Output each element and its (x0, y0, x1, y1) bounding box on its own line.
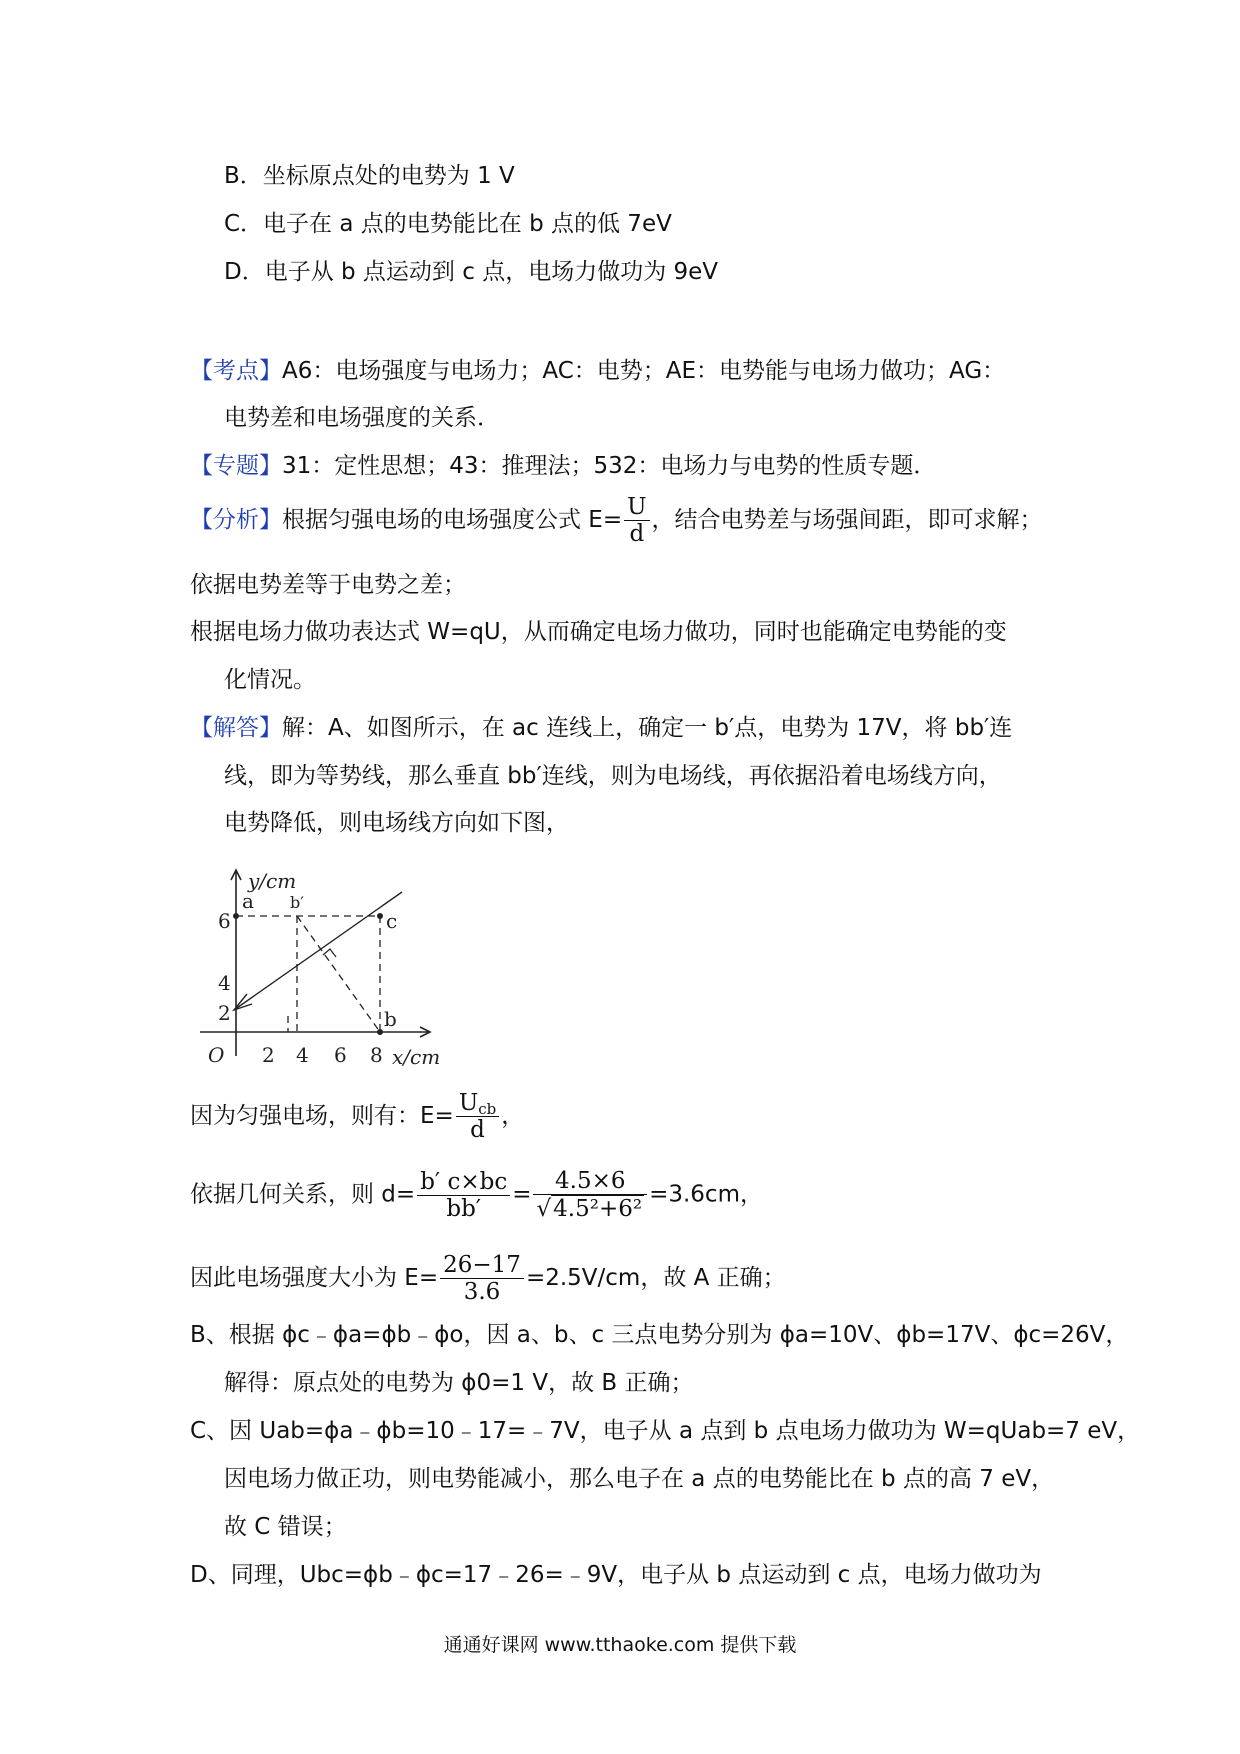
calc1-pre: 因为匀强电场，则有：E= (190, 1103, 454, 1129)
jieda-line2: 线，即为等势线，那么垂直 bb′连线，则为电场线，再依据沿着电场线方向， (224, 763, 1002, 789)
calc2a-numerator: b′ c×bc (417, 1169, 510, 1196)
calc2-mid: = (512, 1181, 532, 1208)
part-c-line1: C、因 Uab=ϕa﹣ϕb=10﹣17=﹣7V，电子从 a 点到 b 点电场力做功为 W=qUab=7 eV， (190, 1418, 1141, 1444)
y-tick-6: 6 (218, 909, 231, 933)
x-tick-2: 2 (262, 1043, 275, 1066)
point-c-dot (377, 913, 383, 919)
jieda-tag: 【解答】 (190, 715, 282, 741)
calc3-denominator: 3.6 (463, 1279, 501, 1305)
x-tick-6: 6 (334, 1043, 347, 1066)
calc-line3 (190, 1252, 786, 1305)
y-axis-label: y/cm (248, 869, 297, 893)
jieda-line3: 电势降低，则电场线方向如下图， (224, 810, 569, 836)
calc1-numerator (456, 1090, 499, 1117)
calc-line1 (190, 1090, 524, 1143)
option-d: D．电子从 b 点运动到 c 点，电场力做功为 9eV (224, 259, 719, 285)
calc2b-denominator: √4.5²+6² (536, 1196, 643, 1222)
x-tick-4: 4 (296, 1043, 309, 1066)
kaodian-line1 (190, 356, 1005, 386)
fenxi-line3: 根据电场力做功表达式 W=qU，从而确定电场力做功，同时也能确定电势能的变 (190, 619, 1007, 645)
fenxi-fraction (624, 494, 649, 547)
jieda-line1 (190, 713, 1012, 743)
label-b-prime: b′ (290, 893, 304, 912)
kaodian-line2: 电势差和电场强度的关系． (224, 405, 500, 431)
label-a: a (242, 889, 254, 913)
calc2b-numerator: 4.5×6 (533, 1168, 647, 1195)
kaodian-text: A6：电场强度与电场力；AC：电势；AE：电势能与电场力做功；AG： (282, 358, 1006, 384)
label-b: b (384, 1007, 397, 1031)
calc1-num-main: U (458, 1090, 479, 1116)
calc2b-radicand: 4.5²+6² (553, 1196, 643, 1222)
part-b-line1: B、根据 ϕc﹣ϕa=ϕb﹣ϕo，因 a、b、c 三点电势分别为 ϕa=10V、ϕb=17V、ϕc=26V， (190, 1322, 1129, 1348)
fraction-denominator: d (629, 521, 645, 547)
part-d-line1: D、同理，Ubc=ϕb﹣ϕc=17﹣26=﹣9V，电子从 b 点运动到 c 点，电场力做功为 (190, 1562, 1042, 1588)
part-c-line2: 因电场力做正功，则电势能减小，那么电子在 a 点的电势能比在 b 点的高 7 eV， (224, 1466, 1055, 1492)
point-b-dot (377, 1029, 383, 1035)
fenxi-pre: 根据匀强电场的电场强度公式 E= (282, 507, 623, 533)
calc2-fraction-a (417, 1169, 510, 1222)
field-line (234, 892, 402, 1010)
calc2a-denominator: bb′ (446, 1195, 482, 1222)
y-tick-2: 2 (218, 1001, 231, 1025)
field-diagram (196, 866, 446, 1066)
option-c: C．电子在 a 点的电势能比在 b 点的低 7eV (224, 211, 672, 237)
x-tick-8: 8 (370, 1043, 383, 1066)
calc2-post: =3.6cm， (649, 1181, 763, 1208)
calc3-fraction (440, 1252, 524, 1305)
calc-line2 (190, 1168, 763, 1222)
part-c-line3: 故 C 错误； (224, 1514, 347, 1540)
zhuanti-tag: 【专题】 (190, 453, 282, 479)
page-footer: 通通好课网 www.tthaoke.com 提供下载 (443, 1634, 797, 1656)
calc3-post: =2.5V/cm，故 A 正确； (525, 1265, 786, 1291)
x-axis-label: x/cm (392, 1045, 441, 1066)
calc1-fraction (456, 1090, 499, 1143)
option-b: B．坐标原点处的电势为 1 V (224, 163, 515, 189)
fenxi-line4: 化情况。 (224, 667, 316, 693)
calc1-post: ， (501, 1103, 525, 1129)
fenxi-line1 (190, 494, 1043, 547)
zhuanti-line (190, 451, 936, 481)
calc2-fraction-b (533, 1168, 647, 1222)
calc3-numerator: 26−17 (440, 1252, 524, 1279)
y-tick-4: 4 (218, 971, 231, 995)
calc3-pre: 因此电场强度大小为 E= (190, 1265, 439, 1291)
calc1-num-sub: cb (478, 1100, 497, 1118)
point-a-dot (233, 913, 239, 919)
fraction-numerator: U (624, 494, 649, 521)
zhuanti-text: 31：定性思想；43：推理法；532：电场力与电势的性质专题． (282, 453, 937, 479)
part-b-line2: 解得：原点处的电势为 ϕ0=1 V，故 B 正确； (224, 1370, 694, 1396)
calc2-pre: 依据几何关系，则 d= (190, 1181, 416, 1208)
dashed-bb-prime (297, 916, 380, 1032)
origin-label: O (208, 1043, 225, 1066)
calc1-denominator: d (470, 1117, 485, 1143)
fenxi-post: ，结合电势差与场强间距，即可求解； (651, 507, 1043, 533)
kaodian-tag: 【考点】 (190, 358, 282, 384)
fenxi-tag: 【分析】 (190, 507, 282, 533)
fenxi-line2: 依据电势差等于电势之差； (190, 572, 466, 598)
jieda-text: 解：A、如图所示，在 ac 连线上，确定一 b′点，电势为 17V，将 bb′连 (282, 715, 1013, 741)
label-c: c (386, 909, 398, 933)
